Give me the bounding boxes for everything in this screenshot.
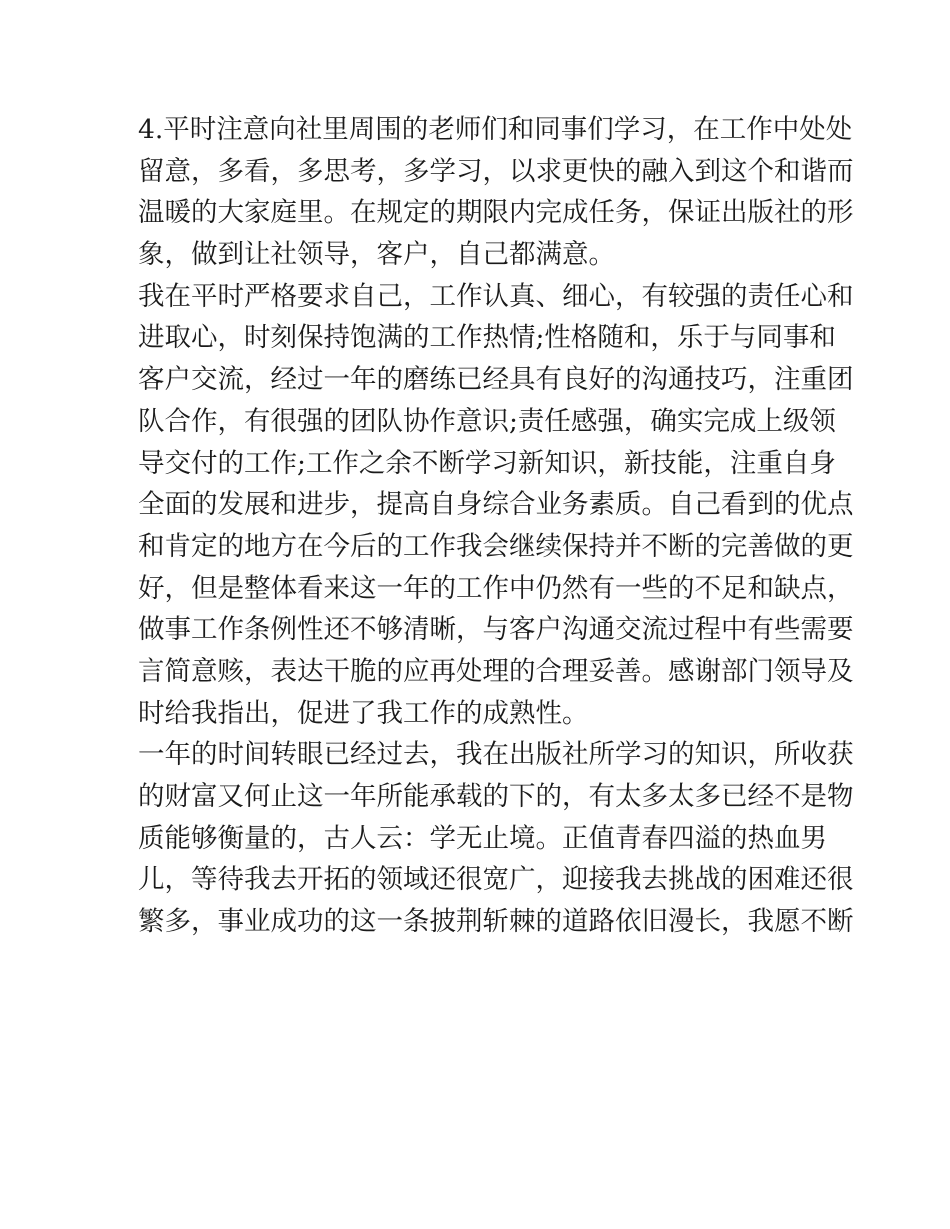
text-line: 进取心，时刻保持饱满的工作热情;性格随和，乐于与同事和 [138, 322, 836, 354]
text-line: 温暖的大家庭里。在规定的期限内完成任务，保证出版社的形 [138, 197, 854, 229]
text-line: 时给我指出，促进了我工作的成熟性。 [138, 697, 589, 729]
paragraph-year-reflection [138, 734, 854, 942]
text-line: 质能够衡量的，古人云：学无止境。正值青春四溢的热血男 [138, 822, 827, 854]
text-line: 做事工作条例性还不够清晰，与客户沟通交流过程中有些需要 [138, 614, 854, 646]
text-line: 一年的时间转眼已经过去，我在出版社所学习的知识，所收获 [138, 739, 854, 771]
text-line: 象，做到让社领导，客户，自己都满意。 [138, 239, 615, 271]
text-line: 客户交流，经过一年的磨练已经具有良好的沟通技巧，注重团 [138, 364, 854, 396]
text-line: 和肯定的地方在今后的工作我会继续保持并不断的完善做的更 [138, 530, 854, 562]
text-line: 儿，等待我去开拓的领域还很宽广，迎接我去挑战的困难还很 [138, 864, 854, 896]
document-body [138, 109, 854, 943]
text-line: 导交付的工作;工作之余不断学习新知识，新技能，注重自身 [138, 447, 836, 479]
text-line: 留意，多看，多思考，多学习，以求更快的融入到这个和谐而 [138, 155, 854, 187]
text-line: 队合作，有很强的团队协作意识;责任感强，确实完成上级领 [138, 405, 836, 437]
text-line: 言简意赅，表达干脆的应再处理的合理妥善。感谢部门领导及 [138, 655, 854, 687]
text-line: 我在平时严格要求自己，工作认真、细心，有较强的责任心和 [138, 280, 854, 312]
text-line: 全面的发展和进步，提高自身综合业务素质。自己看到的优点 [138, 489, 854, 521]
text-line: 好，但是整体看来这一年的工作中仍然有一些的不足和缺点， [138, 572, 854, 604]
text-line: 的财富又何止这一年所能承载的下的，有太多太多已经不是物 [138, 781, 854, 812]
text-line: 繁多，事业成功的这一条披荆斩棘的道路依旧漫长，我愿不断 [138, 906, 854, 938]
paragraph-self-assessment [138, 276, 854, 735]
paragraph-work-learning [138, 109, 854, 276]
text-line: 4.平时注意向社里周围的老师们和同事们学习，在工作中处处 [138, 114, 853, 145]
